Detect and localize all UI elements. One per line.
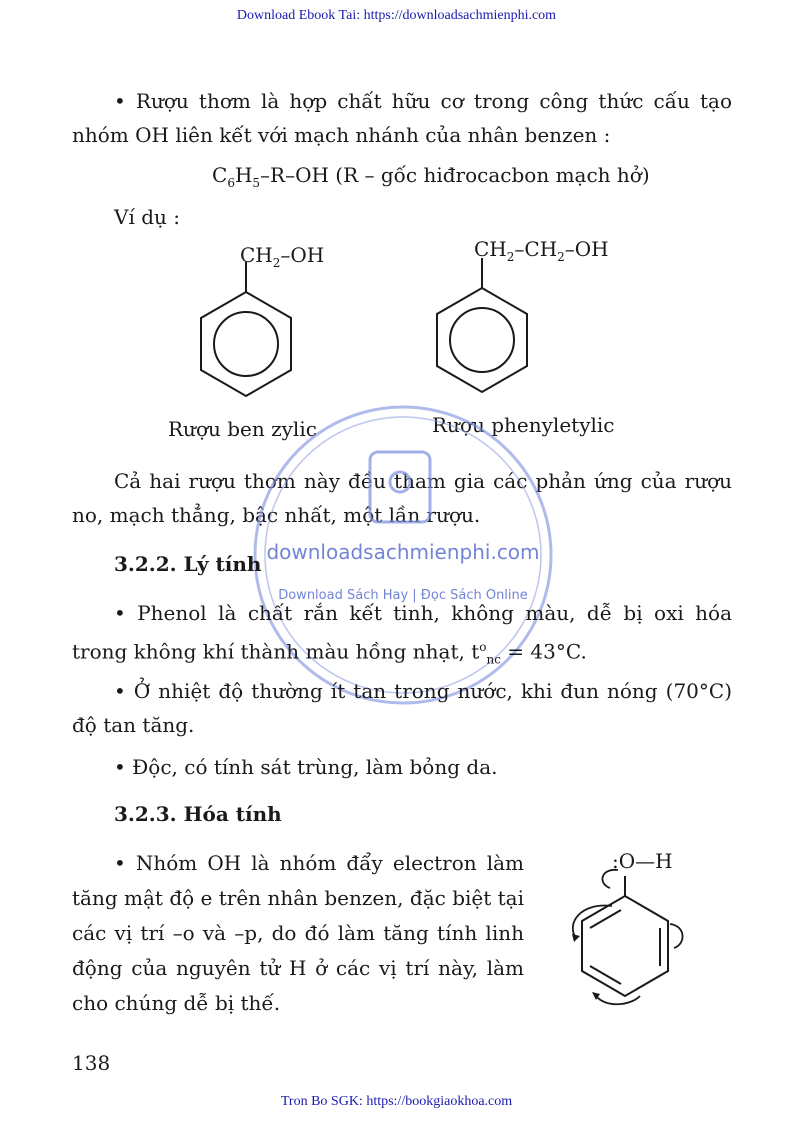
header-download-link[interactable]: Download Ebook Tai: https://downloadsachmienphi.com [236, 8, 557, 23]
footer-sgk-link[interactable]: Tron Bo SGK: https://bookgiaokhoa.com [280, 1094, 513, 1109]
physical-bullet-1 [72, 596, 732, 677]
chemical-bullet-1: • Nhóm OH là nhóm đẩy electron làm tăng mật độ e trên nhân benzen, đặc biệt tại các vị trí –o và –p, do đó làm tăng tính linh động của nguyên tử H ở các vị trí này, làm cho chúng dễ bị thế. [72, 851, 524, 1015]
bullet-text: = 43°C. [500, 639, 587, 664]
bullet-sup: o [479, 640, 487, 654]
formula-part: C [212, 163, 228, 187]
phenol-oh-label: :O—H [612, 849, 673, 873]
watermark-tagline: Download Sách Hay | Đọc Sách Online [278, 588, 528, 603]
page-number: 138 [72, 1051, 111, 1075]
group-text: –CH [514, 237, 558, 261]
phenylethyl-alcohol-ring [424, 258, 544, 398]
group-text: –OH [564, 237, 609, 261]
physical-bullet-3: • Độc, có tính sát trùng, làm bỏng da. [114, 755, 498, 779]
group-text: CH [474, 237, 507, 261]
example-label: Ví dụ : [114, 205, 180, 229]
heading-chemical-properties: 3.2.3. Hóa tính [114, 802, 282, 826]
phenol-ring-diagram [560, 866, 700, 1016]
formula-part: –R–OH (R – gốc hiđrocacbon mạch hở) [260, 163, 650, 187]
general-formula [212, 158, 732, 200]
heading-physical-properties: 3.2.2. Lý tính [114, 552, 262, 576]
group-sub: 2 [272, 256, 281, 270]
group-text: CH [240, 243, 273, 267]
formula-sub: 5 [252, 176, 261, 190]
group-sub: 2 [506, 250, 515, 264]
formula-sub: 6 [227, 176, 235, 190]
caption-benzyl-alcohol: Rượu ben zylic [168, 417, 317, 441]
formula-part: H [234, 163, 253, 187]
benzyl-alcohol-ring [190, 262, 310, 402]
physical-bullet-2: • Ở nhiệt độ thường ít tan trong nước, khi đun nóng (70°C) độ tan tăng. [72, 679, 732, 737]
paragraph-reactions: Cả hai rượu thơm này đều tham gia các phản ứng của rượu no, mạch thẳng, bậc nhất, một lần rượu. [72, 469, 732, 527]
bullet-sub: nc [486, 652, 501, 667]
group-sub: 2 [557, 250, 565, 264]
paragraph-aromatic-alcohol: • Rượu thơm là hợp chất hữu cơ trong công thức cấu tạo nhóm OH liên kết với mạch nhánh của nhân benzen : [72, 89, 732, 147]
bullet-text: • Phenol là chất rắn kết tinh, không màu, dễ bị oxi hóa trong không khí thành màu hồng nhạt, t [72, 601, 732, 664]
watermark-site: downloadsachmienphi.com [266, 540, 540, 564]
caption-phenylethyl-alcohol: Rượu phenyletylic [432, 413, 615, 437]
group-text: –OH [280, 243, 325, 267]
